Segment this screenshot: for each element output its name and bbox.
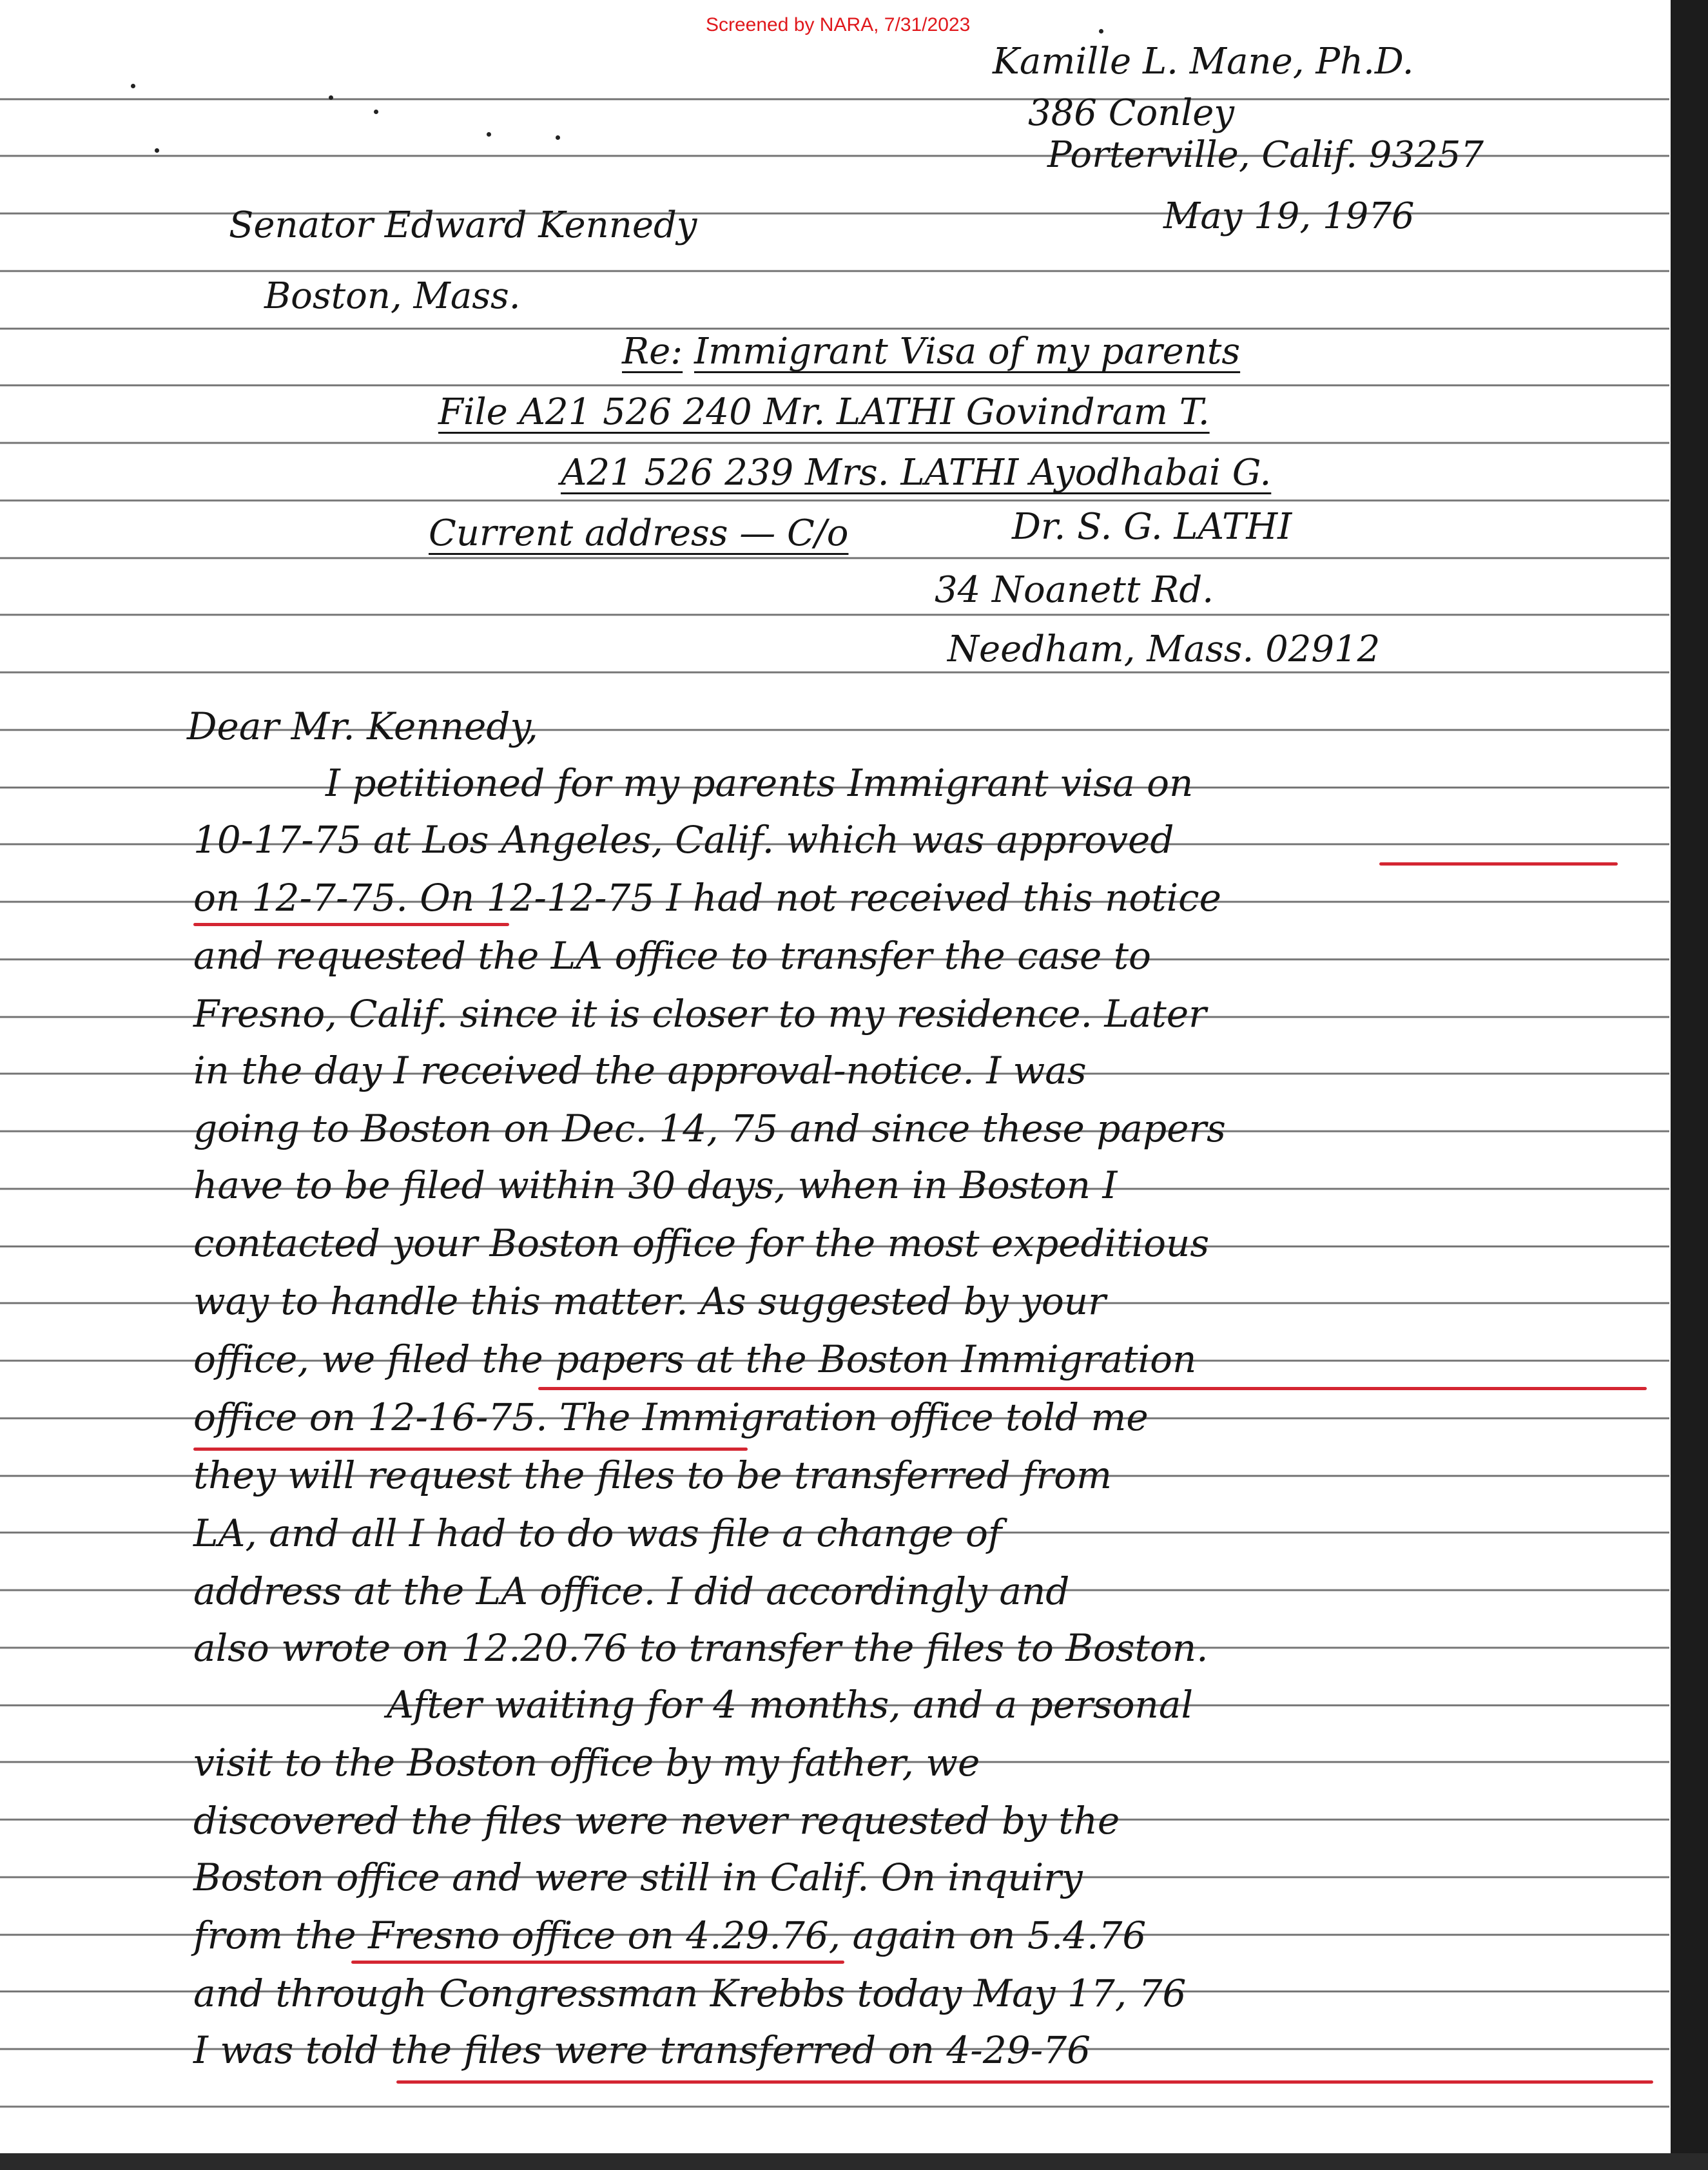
- nara-screening-stamp: Screened by NARA, 7/31/2023: [706, 14, 971, 35]
- body-line: on 12-7-75. On 12-12-75 I had not received this notice: [193, 876, 1221, 920]
- body-line: and requested the LA office to transfer the case to: [193, 934, 1151, 978]
- body-line: they will request the files to be transferred from: [193, 1453, 1112, 1497]
- red-underline: [1379, 862, 1618, 866]
- file-line-mother: A21 526 239 Mrs. LATHI Ayodhabai G.: [561, 452, 1272, 494]
- current-address-line-2: 34 Noanett Rd.: [935, 569, 1214, 611]
- body-line: in the day I received the approval-notice. I was: [193, 1049, 1087, 1092]
- body-line: discovered the files were never requested by the: [193, 1799, 1120, 1843]
- page-edge-shadow: [1671, 0, 1708, 2170]
- body-line: way to handle this matter. As suggested by your: [193, 1279, 1106, 1323]
- body-line: I was told the files were transferred on 4-29-76: [193, 2028, 1091, 2072]
- body-line: After waiting for 4 months, and a personal: [387, 1683, 1193, 1727]
- file-line-father: File A21 526 240 Mr. LATHI Govindram T.: [438, 391, 1210, 433]
- paper-speck: [1099, 29, 1103, 34]
- red-underline: [396, 2080, 1653, 2084]
- subject-line: [622, 331, 1241, 373]
- current-address-line-3: Needham, Mass. 02912: [947, 628, 1381, 670]
- body-line: 10-17-75 at Los Angeles, Calif. which was approved: [193, 818, 1174, 862]
- body-line: LA, and all I had to do was file a change of: [193, 1511, 1002, 1555]
- body-line: contacted your Boston office for the most expeditious: [193, 1221, 1210, 1265]
- red-underline: [538, 1387, 1647, 1390]
- red-underline: [351, 1961, 844, 1964]
- body-line: I petitioned for my parents Immigrant visa on: [325, 761, 1194, 805]
- body-line: Fresno, Calif. since it is closer to my residence. Later: [193, 992, 1207, 1036]
- sender-city: Porterville, Calif. 93257: [1047, 134, 1484, 176]
- body-line: office, we filed the papers at the Boston Immigration: [193, 1337, 1197, 1381]
- recipient-city: Boston, Mass.: [264, 275, 521, 317]
- salutation: Dear Mr. Kennedy,: [187, 704, 538, 748]
- paper-speck: [155, 148, 159, 153]
- body-line: Boston office and were still in Calif. On inquiry: [193, 1855, 1083, 1899]
- current-address-label: Current address — C/o: [429, 512, 849, 554]
- paper-speck: [556, 135, 560, 140]
- current-address-line-1: Dr. S. G. LATHI: [1012, 506, 1292, 548]
- red-underline: [193, 1448, 748, 1451]
- paper-speck: [374, 110, 378, 114]
- body-line: have to be filed within 30 days, when in Boston I: [193, 1163, 1118, 1207]
- sender-street: 386 Conley: [1028, 92, 1235, 134]
- body-line: going to Boston on Dec. 14, 75 and since these papers: [193, 1107, 1226, 1150]
- paper-speck: [131, 84, 135, 88]
- letter-date: May 19, 1976: [1163, 195, 1415, 237]
- body-line: also wrote on 12.20.76 to transfer the files to Boston.: [193, 1626, 1208, 1670]
- page-bottom-edge: [0, 2153, 1708, 2170]
- recipient-name: Senator Edward Kennedy: [229, 204, 697, 246]
- body-line: address at the LA office. I did accordingly and: [193, 1569, 1070, 1613]
- sender-name: Kamille L. Mane, Ph.D.: [993, 41, 1414, 82]
- body-line: and through Congressman Krebbs today May 17, 76: [193, 1971, 1187, 2015]
- red-underline: [193, 923, 509, 926]
- subject-text: Immigrant Visa of my parents: [694, 331, 1241, 373]
- paper-speck: [487, 132, 491, 137]
- subject-re-label: Re:: [622, 331, 683, 373]
- body-line: from the Fresno office on 4.29.76, again on 5.4.76: [193, 1913, 1147, 1957]
- paper-speck: [329, 95, 333, 100]
- body-line: visit to the Boston office by my father, we: [193, 1741, 980, 1785]
- body-line: office on 12-16-75. The Immigration office told me: [193, 1395, 1149, 1439]
